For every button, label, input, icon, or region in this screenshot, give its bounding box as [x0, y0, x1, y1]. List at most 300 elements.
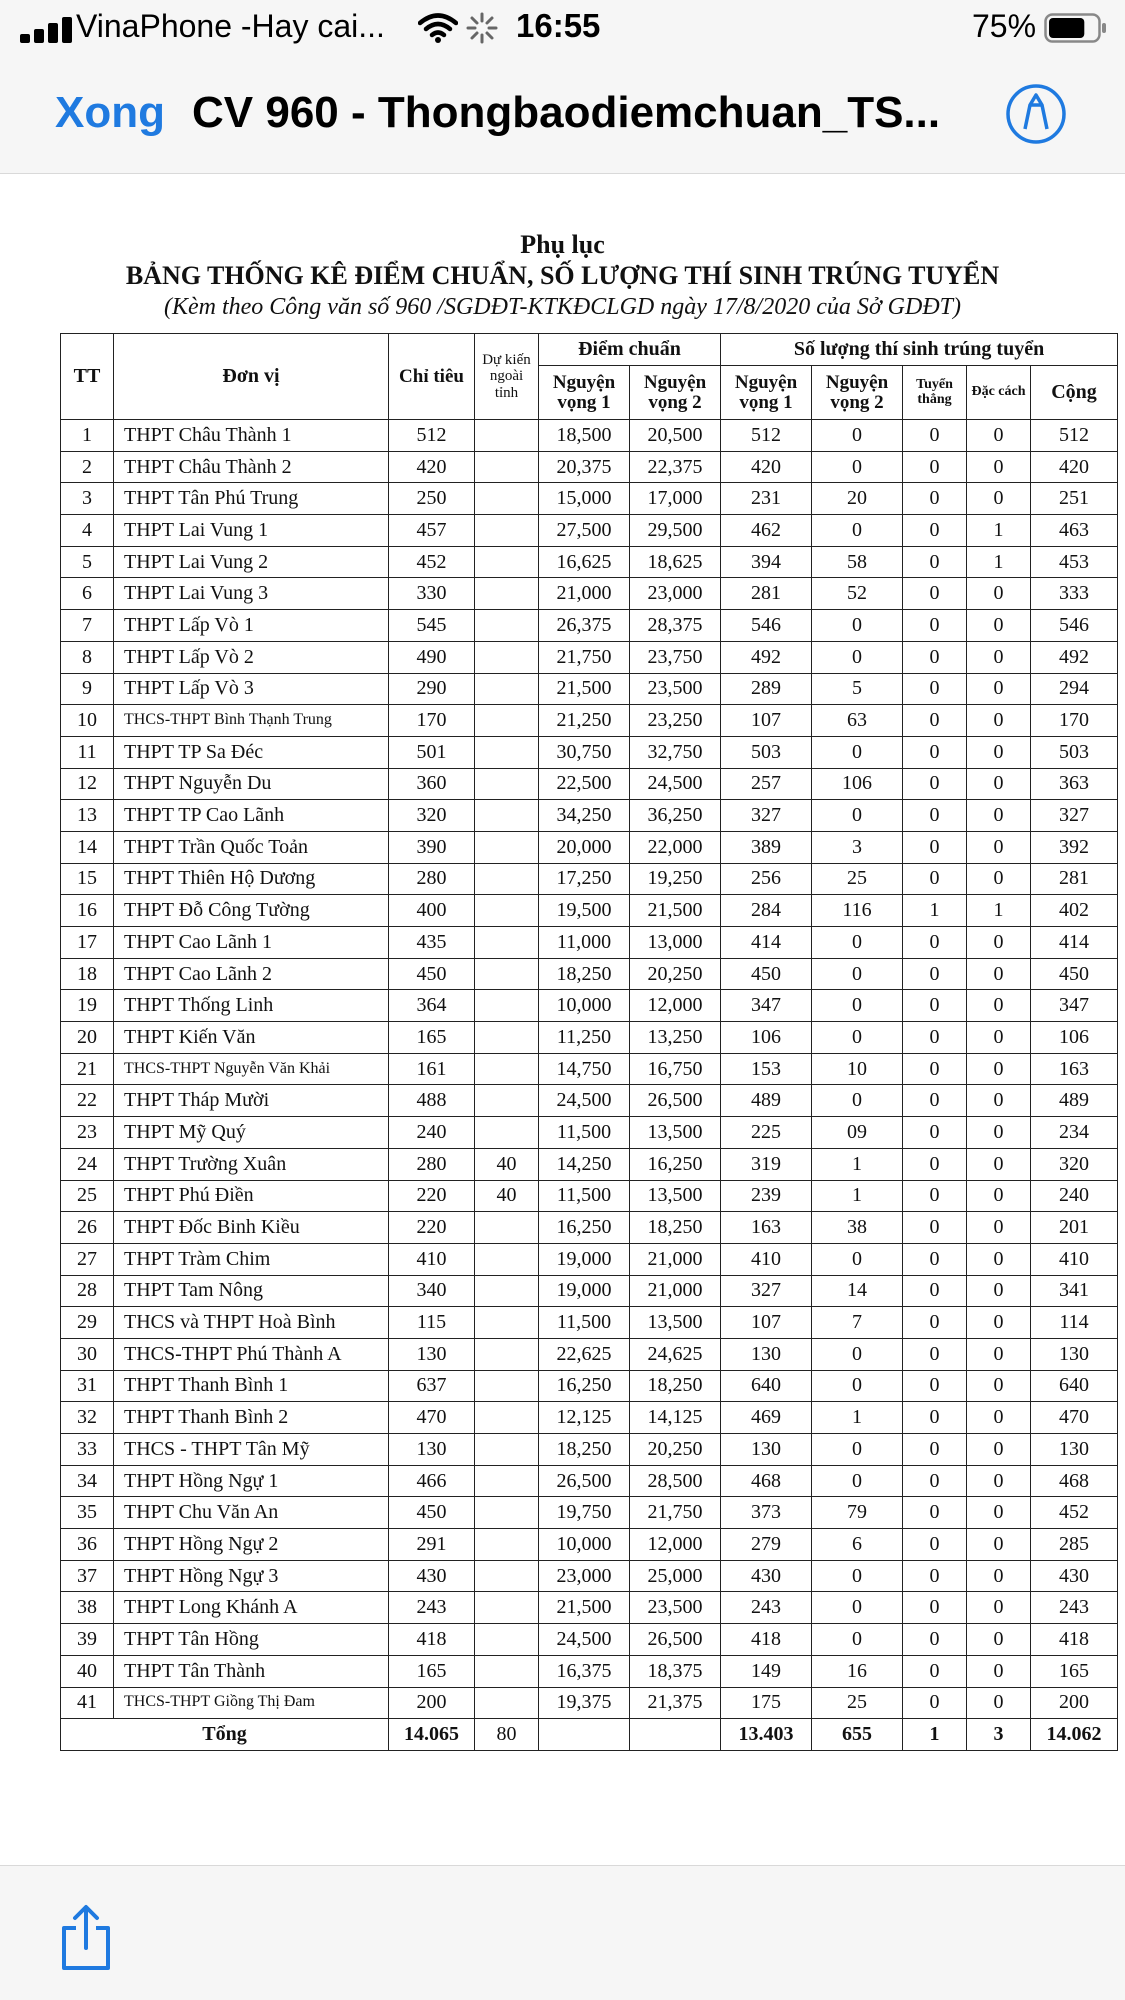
row-number: 30 [61, 1338, 114, 1370]
quota: 435 [389, 927, 475, 959]
quota: 545 [389, 610, 475, 642]
outside-province [475, 1243, 539, 1275]
table-row [61, 1497, 1118, 1529]
admitted-nv1: 373 [721, 1497, 812, 1529]
outside-province [475, 451, 539, 483]
cutoff-nv1: 24,500 [539, 1624, 630, 1656]
special-admission: 0 [967, 673, 1031, 705]
direct-admission: 0 [903, 483, 967, 515]
school-name: THPT Thanh Bình 2 [114, 1402, 389, 1434]
cutoff-nv2: 21,000 [630, 1275, 721, 1307]
table-row [61, 1117, 1118, 1149]
row-number: 22 [61, 1085, 114, 1117]
outside-province [475, 705, 539, 737]
quota: 165 [389, 1655, 475, 1687]
cutoff-nv2: 13,250 [630, 1022, 721, 1054]
school-name: THPT Thống Linh [114, 990, 389, 1022]
row-total: 114 [1031, 1307, 1118, 1339]
outside-province [475, 578, 539, 610]
special-admission: 0 [967, 958, 1031, 990]
row-number: 37 [61, 1560, 114, 1592]
cutoff-nv2: 19,250 [630, 863, 721, 895]
quota: 243 [389, 1592, 475, 1624]
header-quota: Chỉ tiêu [389, 334, 475, 420]
table-row [61, 1560, 1118, 1592]
special-admission: 0 [967, 927, 1031, 959]
direct-admission: 0 [903, 768, 967, 800]
admitted-nv2: 0 [812, 990, 903, 1022]
bottom-toolbar [0, 1865, 1125, 2000]
special-admission: 0 [967, 610, 1031, 642]
row-number: 14 [61, 831, 114, 863]
cutoff-nv1: 11,000 [539, 927, 630, 959]
special-admission: 0 [967, 1465, 1031, 1497]
row-number: 38 [61, 1592, 114, 1624]
row-number: 7 [61, 610, 114, 642]
row-total: 453 [1031, 546, 1118, 578]
admitted-nv1: 468 [721, 1465, 812, 1497]
table-row [61, 1212, 1118, 1244]
cutoff-nv2: 26,500 [630, 1624, 721, 1656]
admitted-nv2: 106 [812, 768, 903, 800]
row-total: 251 [1031, 483, 1118, 515]
header-admitted-count: Số lượng thí sinh trúng tuyển [721, 334, 1118, 366]
special-admission: 0 [967, 1338, 1031, 1370]
admitted-nv2: 20 [812, 483, 903, 515]
row-number: 12 [61, 768, 114, 800]
special-admission: 0 [967, 990, 1031, 1022]
row-number: 21 [61, 1053, 114, 1085]
direct-admission: 0 [903, 1434, 967, 1466]
outside-province [475, 990, 539, 1022]
admitted-nv1: 281 [721, 578, 812, 610]
cutoff-nv1: 21,500 [539, 1592, 630, 1624]
direct-admission: 0 [903, 863, 967, 895]
direct-admission: 0 [903, 1307, 967, 1339]
special-admission: 0 [967, 1148, 1031, 1180]
special-admission: 0 [967, 578, 1031, 610]
table-row [61, 958, 1118, 990]
admitted-nv1: 347 [721, 990, 812, 1022]
admitted-nv1: 130 [721, 1338, 812, 1370]
quota: 364 [389, 990, 475, 1022]
header-total: Cộng [1031, 366, 1118, 420]
quota: 410 [389, 1243, 475, 1275]
admitted-nv2: 6 [812, 1529, 903, 1561]
cutoff-nv2: 22,000 [630, 831, 721, 863]
outside-province [475, 1275, 539, 1307]
outside-province [475, 546, 539, 578]
row-number: 23 [61, 1117, 114, 1149]
table-row [61, 1148, 1118, 1180]
row-total: 418 [1031, 1624, 1118, 1656]
outside-province [475, 768, 539, 800]
row-total: 363 [1031, 768, 1118, 800]
cutoff-nv1: 34,250 [539, 800, 630, 832]
table-note: (Kèm theo Công văn số 960 /SGDĐT-KTKĐCLGD ngày 17/8/2020 của Sở GDĐT) [163, 294, 962, 320]
quota: 400 [389, 895, 475, 927]
cutoff-nv1: 11,250 [539, 1022, 630, 1054]
table-row [61, 1465, 1118, 1497]
cutoff-nv2: 23,500 [630, 1592, 721, 1624]
header-outside-province: Dự kiến ngoài tỉnh [475, 334, 539, 420]
cutoff-nv2: 24,500 [630, 768, 721, 800]
school-name: THPT Phú Điền [114, 1180, 389, 1212]
row-total: 333 [1031, 578, 1118, 610]
outside-province [475, 736, 539, 768]
row-total: 240 [1031, 1180, 1118, 1212]
row-total: 468 [1031, 1465, 1118, 1497]
table-row [61, 1275, 1118, 1307]
school-name: THPT Lai Vung 1 [114, 515, 389, 547]
admitted-nv1: 107 [721, 1307, 812, 1339]
direct-admission: 0 [903, 1338, 967, 1370]
total-direct: 1 [903, 1719, 967, 1751]
cutoff-nv2: 18,250 [630, 1212, 721, 1244]
row-total: 243 [1031, 1592, 1118, 1624]
school-name: THPT TP Cao Lãnh [114, 800, 389, 832]
direct-admission: 0 [903, 1624, 967, 1656]
cutoff-nv1: 19,000 [539, 1275, 630, 1307]
cutoff-nv1: 16,250 [539, 1212, 630, 1244]
cutoff-nv1: 26,375 [539, 610, 630, 642]
direct-admission: 0 [903, 673, 967, 705]
admitted-nv1: 175 [721, 1687, 812, 1719]
admitted-nv2: 0 [812, 1560, 903, 1592]
school-name: THPT Tân Thành [114, 1655, 389, 1687]
school-name: THCS - THPT Tân Mỹ [114, 1434, 389, 1466]
row-number: 36 [61, 1529, 114, 1561]
direct-admission: 0 [903, 1655, 967, 1687]
direct-admission: 0 [903, 1370, 967, 1402]
row-total: 320 [1031, 1148, 1118, 1180]
share-icon[interactable] [56, 1904, 116, 1974]
school-name: THPT Hồng Ngự 2 [114, 1529, 389, 1561]
row-number: 41 [61, 1687, 114, 1719]
quota: 320 [389, 800, 475, 832]
quota: 115 [389, 1307, 475, 1339]
admitted-nv1: 420 [721, 451, 812, 483]
admitted-nv2: 38 [812, 1212, 903, 1244]
admitted-nv2: 0 [812, 1338, 903, 1370]
school-name: THPT Tân Phú Trung [114, 483, 389, 515]
row-number: 24 [61, 1148, 114, 1180]
cutoff-nv1: 10,000 [539, 1529, 630, 1561]
table-row [61, 1655, 1118, 1687]
special-admission: 1 [967, 546, 1031, 578]
table-row [61, 1338, 1118, 1370]
row-total: 402 [1031, 895, 1118, 927]
row-total: 327 [1031, 800, 1118, 832]
row-total: 130 [1031, 1338, 1118, 1370]
cutoff-nv2: 21,500 [630, 895, 721, 927]
admitted-nv1: 327 [721, 1275, 812, 1307]
battery-percent: 75% [972, 8, 1037, 44]
outside-province [475, 641, 539, 673]
admitted-nv2: 79 [812, 1497, 903, 1529]
table-row [61, 1022, 1118, 1054]
row-number: 29 [61, 1307, 114, 1339]
table-row [61, 1053, 1118, 1085]
school-name: THPT Trường Xuân [114, 1148, 389, 1180]
outside-province [475, 1560, 539, 1592]
cutoff-nv2: 32,750 [630, 736, 721, 768]
admitted-nv2: 25 [812, 1687, 903, 1719]
special-admission: 0 [967, 1529, 1031, 1561]
admitted-nv2: 14 [812, 1275, 903, 1307]
quota: 330 [389, 578, 475, 610]
cutoff-nv2: 13,500 [630, 1117, 721, 1149]
cutoff-score-table [60, 333, 1118, 1751]
admitted-nv1: 489 [721, 1085, 812, 1117]
quota: 457 [389, 515, 475, 547]
row-number: 16 [61, 895, 114, 927]
table-row [61, 420, 1118, 452]
school-name: THPT Trần Quốc Toản [114, 831, 389, 863]
outside-province [475, 1053, 539, 1085]
battery-icon [1044, 13, 1108, 43]
row-total: 640 [1031, 1370, 1118, 1402]
quota: 466 [389, 1465, 475, 1497]
school-name: THPT Thiên Hộ Dương [114, 863, 389, 895]
quota: 360 [389, 768, 475, 800]
admitted-nv1: 462 [721, 515, 812, 547]
special-admission: 0 [967, 483, 1031, 515]
admitted-nv2: 1 [812, 1148, 903, 1180]
row-number: 18 [61, 958, 114, 990]
admitted-nv1: 231 [721, 483, 812, 515]
outside-province [475, 895, 539, 927]
outside-province [475, 1465, 539, 1497]
outside-province [475, 1655, 539, 1687]
row-total: 347 [1031, 990, 1118, 1022]
school-name: THPT Tam Nông [114, 1275, 389, 1307]
special-admission: 0 [967, 451, 1031, 483]
quota: 130 [389, 1338, 475, 1370]
row-total: 492 [1031, 641, 1118, 673]
admitted-nv2: 0 [812, 1370, 903, 1402]
special-admission: 0 [967, 420, 1031, 452]
row-number: 1 [61, 420, 114, 452]
cutoff-nv1: 21,250 [539, 705, 630, 737]
direct-admission: 0 [903, 1275, 967, 1307]
special-admission: 0 [967, 800, 1031, 832]
document-page[interactable] [0, 175, 1125, 1865]
outside-province [475, 1529, 539, 1561]
outside-province [475, 673, 539, 705]
battery-level-fill [1049, 18, 1084, 38]
row-number: 34 [61, 1465, 114, 1497]
direct-admission: 0 [903, 1085, 967, 1117]
outside-province [475, 1085, 539, 1117]
admitted-nv1: 430 [721, 1560, 812, 1592]
special-admission: 0 [967, 1212, 1031, 1244]
table-row [61, 1180, 1118, 1212]
special-admission: 0 [967, 1022, 1031, 1054]
special-admission: 0 [967, 1243, 1031, 1275]
cutoff-nv1: 15,000 [539, 483, 630, 515]
row-total: 234 [1031, 1117, 1118, 1149]
admitted-nv2: 0 [812, 1022, 903, 1054]
activity-spinner-icon [466, 12, 498, 44]
row-total: 420 [1031, 451, 1118, 483]
cutoff-nv1: 14,750 [539, 1053, 630, 1085]
admitted-nv1: 410 [721, 1243, 812, 1275]
quota: 430 [389, 1560, 475, 1592]
direct-admission: 0 [903, 800, 967, 832]
row-number: 27 [61, 1243, 114, 1275]
row-total: 163 [1031, 1053, 1118, 1085]
school-name: THPT Lấp Vò 3 [114, 673, 389, 705]
outside-province [475, 958, 539, 990]
school-name: THPT Cao Lãnh 2 [114, 958, 389, 990]
carrier-name: VinaPhone -Hay cai... [76, 8, 385, 44]
admitted-nv1: 149 [721, 1655, 812, 1687]
row-total: 106 [1031, 1022, 1118, 1054]
quota: 488 [389, 1085, 475, 1117]
table-row [61, 800, 1118, 832]
school-name: THPT Cao Lãnh 1 [114, 927, 389, 959]
special-admission: 0 [967, 736, 1031, 768]
admitted-nv1: 153 [721, 1053, 812, 1085]
cutoff-nv2: 18,250 [630, 1370, 721, 1402]
admitted-nv1: 319 [721, 1148, 812, 1180]
outside-province [475, 483, 539, 515]
cutoff-nv2: 16,750 [630, 1053, 721, 1085]
admitted-nv1: 225 [721, 1117, 812, 1149]
direct-admission: 0 [903, 1148, 967, 1180]
school-name: THPT Hồng Ngự 3 [114, 1560, 389, 1592]
row-total: 130 [1031, 1434, 1118, 1466]
header-admitted-nv1: Nguyện vọng 1 [721, 366, 812, 420]
done-button[interactable]: Xong [55, 88, 165, 137]
table-row [61, 546, 1118, 578]
outside-province [475, 1592, 539, 1624]
quota: 240 [389, 1117, 475, 1149]
direct-admission: 0 [903, 1560, 967, 1592]
special-admission: 0 [967, 1370, 1031, 1402]
special-admission: 0 [967, 1180, 1031, 1212]
outside-province [475, 863, 539, 895]
school-name: THCS-THPT Giồng Thị Đam [114, 1687, 389, 1719]
admitted-nv2: 0 [812, 451, 903, 483]
direct-admission: 0 [903, 1022, 967, 1054]
special-admission: 0 [967, 1434, 1031, 1466]
admitted-nv1: 492 [721, 641, 812, 673]
admitted-nv1: 450 [721, 958, 812, 990]
cutoff-nv2: 20,250 [630, 1434, 721, 1466]
cutoff-nv1: 18,250 [539, 958, 630, 990]
row-total: 285 [1031, 1529, 1118, 1561]
direct-admission: 0 [903, 641, 967, 673]
quota: 130 [389, 1434, 475, 1466]
admitted-nv2: 58 [812, 546, 903, 578]
outside-province [475, 800, 539, 832]
row-number: 28 [61, 1275, 114, 1307]
admitted-nv2: 0 [812, 515, 903, 547]
wifi-icon [418, 12, 458, 44]
direct-admission: 0 [903, 1402, 967, 1434]
school-name: THPT Đốc Binh Kiều [114, 1212, 389, 1244]
row-total: 392 [1031, 831, 1118, 863]
cutoff-nv2: 23,250 [630, 705, 721, 737]
cutoff-nv1: 22,625 [539, 1338, 630, 1370]
school-name: THCS-THPT Nguyễn Văn Khải [114, 1053, 389, 1085]
row-number: 19 [61, 990, 114, 1022]
table-row [61, 768, 1118, 800]
quota: 490 [389, 641, 475, 673]
outside-province [475, 610, 539, 642]
admitted-nv1: 418 [721, 1624, 812, 1656]
row-total: 452 [1031, 1497, 1118, 1529]
cutoff-nv2: 21,000 [630, 1243, 721, 1275]
row-total: 294 [1031, 673, 1118, 705]
admitted-nv2: 0 [812, 958, 903, 990]
quota: 452 [389, 546, 475, 578]
cutoff-nv1: 16,625 [539, 546, 630, 578]
direct-admission: 0 [903, 1053, 967, 1085]
table-row [61, 515, 1118, 547]
cutoff-nv1: 20,375 [539, 451, 630, 483]
row-number: 20 [61, 1022, 114, 1054]
school-name: THPT Tràm Chim [114, 1243, 389, 1275]
admitted-nv2: 0 [812, 1243, 903, 1275]
cutoff-nv1: 21,500 [539, 673, 630, 705]
cutoff-nv2: 22,375 [630, 451, 721, 483]
row-total: 281 [1031, 863, 1118, 895]
school-name: THCS và THPT Hoà Bình [114, 1307, 389, 1339]
document-heading [0, 230, 1125, 322]
school-name: THPT Tháp Mười [114, 1085, 389, 1117]
admitted-nv2: 0 [812, 1085, 903, 1117]
quota: 291 [389, 1529, 475, 1561]
outside-province [475, 1402, 539, 1434]
school-name: THPT Lấp Vò 1 [114, 610, 389, 642]
header-cutoff-nv1: Nguyện vọng 1 [539, 366, 630, 420]
admitted-nv1: 107 [721, 705, 812, 737]
direct-admission: 0 [903, 1529, 967, 1561]
cutoff-nv1: 24,500 [539, 1085, 630, 1117]
special-admission: 0 [967, 1497, 1031, 1529]
direct-admission: 0 [903, 1687, 967, 1719]
cutoff-nv2: 13,000 [630, 927, 721, 959]
outside-province [475, 1497, 539, 1529]
admitted-nv1: 327 [721, 800, 812, 832]
table-row [61, 451, 1118, 483]
school-name: THPT Hồng Ngự 1 [114, 1465, 389, 1497]
cutoff-nv1: 19,375 [539, 1687, 630, 1719]
table-row [61, 641, 1118, 673]
direct-admission: 0 [903, 1117, 967, 1149]
admitted-nv2: 3 [812, 831, 903, 863]
table-row [61, 927, 1118, 959]
direct-admission: 0 [903, 1497, 967, 1529]
row-number: 25 [61, 1180, 114, 1212]
quota: 280 [389, 1148, 475, 1180]
row-number: 35 [61, 1497, 114, 1529]
cutoff-nv1: 10,000 [539, 990, 630, 1022]
outside-province [475, 1117, 539, 1149]
school-name: THPT Lai Vung 2 [114, 546, 389, 578]
admitted-nv1: 239 [721, 1180, 812, 1212]
row-number: 13 [61, 800, 114, 832]
cutoff-nv1: 17,250 [539, 863, 630, 895]
markup-pen-icon[interactable] [1005, 83, 1067, 145]
quota: 170 [389, 705, 475, 737]
navigation-bar [0, 56, 1125, 174]
quota: 220 [389, 1180, 475, 1212]
admitted-nv1: 414 [721, 927, 812, 959]
